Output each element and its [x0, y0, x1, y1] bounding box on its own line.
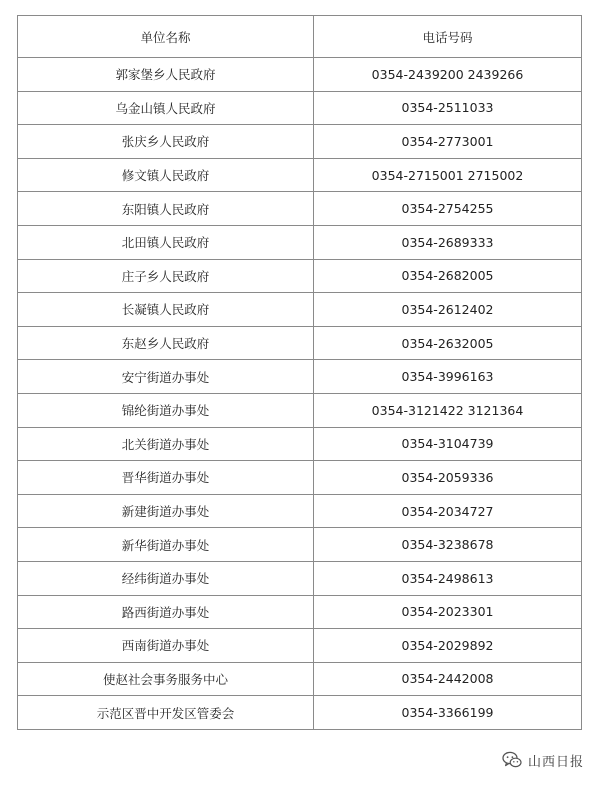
unit-name-cell: 新建街道办事处 [18, 494, 314, 528]
phone-number-cell: 0354-2442008 [314, 662, 582, 696]
phone-number-cell: 0354-2034727 [314, 494, 582, 528]
phone-number-cell: 0354-3121422 3121364 [314, 393, 582, 427]
table-row [18, 595, 582, 629]
unit-name-cell: 安宁街道办事处 [18, 360, 314, 394]
source-watermark [502, 750, 584, 770]
table-row [18, 528, 582, 562]
table-row [18, 293, 582, 327]
phone-number-cell: 0354-2023301 [314, 595, 582, 629]
table-row [18, 58, 582, 92]
unit-name-cell: 路西街道办事处 [18, 595, 314, 629]
unit-name-cell: 修文镇人民政府 [18, 158, 314, 192]
phone-number-cell: 0354-2632005 [314, 326, 582, 360]
phone-directory-table [17, 15, 582, 730]
phone-number-cell: 0354-2498613 [314, 561, 582, 595]
table-row [18, 326, 582, 360]
phone-number-cell: 0354-2682005 [314, 259, 582, 293]
unit-name-cell: 经纬街道办事处 [18, 561, 314, 595]
phone-number-cell: 0354-2439200 2439266 [314, 58, 582, 92]
table-row [18, 427, 582, 461]
table-row [18, 192, 582, 226]
phone-number-cell: 0354-3366199 [314, 696, 582, 730]
unit-name-cell: 东赵乡人民政府 [18, 326, 314, 360]
table-row [18, 158, 582, 192]
table-row [18, 393, 582, 427]
table-row [18, 225, 582, 259]
unit-name-cell: 郭家堡乡人民政府 [18, 58, 314, 92]
unit-name-cell: 北田镇人民政府 [18, 225, 314, 259]
table-row [18, 125, 582, 159]
phone-number-cell: 0354-2612402 [314, 293, 582, 327]
unit-name-cell: 使赵社会事务服务中心 [18, 662, 314, 696]
phone-number-cell: 0354-2715001 2715002 [314, 158, 582, 192]
table-row [18, 662, 582, 696]
phone-number-cell: 0354-3238678 [314, 528, 582, 562]
table-row [18, 494, 582, 528]
table-row [18, 629, 582, 663]
header-phone-number: 电话号码 [314, 16, 582, 58]
table-row [18, 461, 582, 495]
table-row [18, 91, 582, 125]
phone-number-cell: 0354-2511033 [314, 91, 582, 125]
phone-number-cell: 0354-2754255 [314, 192, 582, 226]
unit-name-cell: 长凝镇人民政府 [18, 293, 314, 327]
phone-number-cell: 0354-2773001 [314, 125, 582, 159]
unit-name-cell: 庄子乡人民政府 [18, 259, 314, 293]
phone-number-cell: 0354-2059336 [314, 461, 582, 495]
phone-number-cell: 0354-2689333 [314, 225, 582, 259]
unit-name-cell: 北关街道办事处 [18, 427, 314, 461]
unit-name-cell: 东阳镇人民政府 [18, 192, 314, 226]
unit-name-cell: 示范区晋中开发区管委会 [18, 696, 314, 730]
unit-name-cell: 张庆乡人民政府 [18, 125, 314, 159]
unit-name-cell: 乌金山镇人民政府 [18, 91, 314, 125]
table-row [18, 561, 582, 595]
table-header-row [18, 16, 582, 58]
wechat-icon [502, 751, 522, 769]
table-row [18, 360, 582, 394]
unit-name-cell: 晋华街道办事处 [18, 461, 314, 495]
table-row [18, 259, 582, 293]
watermark-label: 山西日报 [527, 754, 584, 770]
header-unit-name: 单位名称 [18, 16, 314, 58]
unit-name-cell: 新华街道办事处 [18, 528, 314, 562]
phone-number-cell: 0354-3996163 [314, 360, 582, 394]
table-row [18, 696, 582, 730]
phone-number-cell: 0354-3104739 [314, 427, 582, 461]
phone-number-cell: 0354-2029892 [314, 629, 582, 663]
unit-name-cell: 锦纶街道办事处 [18, 393, 314, 427]
unit-name-cell: 西南街道办事处 [18, 629, 314, 663]
